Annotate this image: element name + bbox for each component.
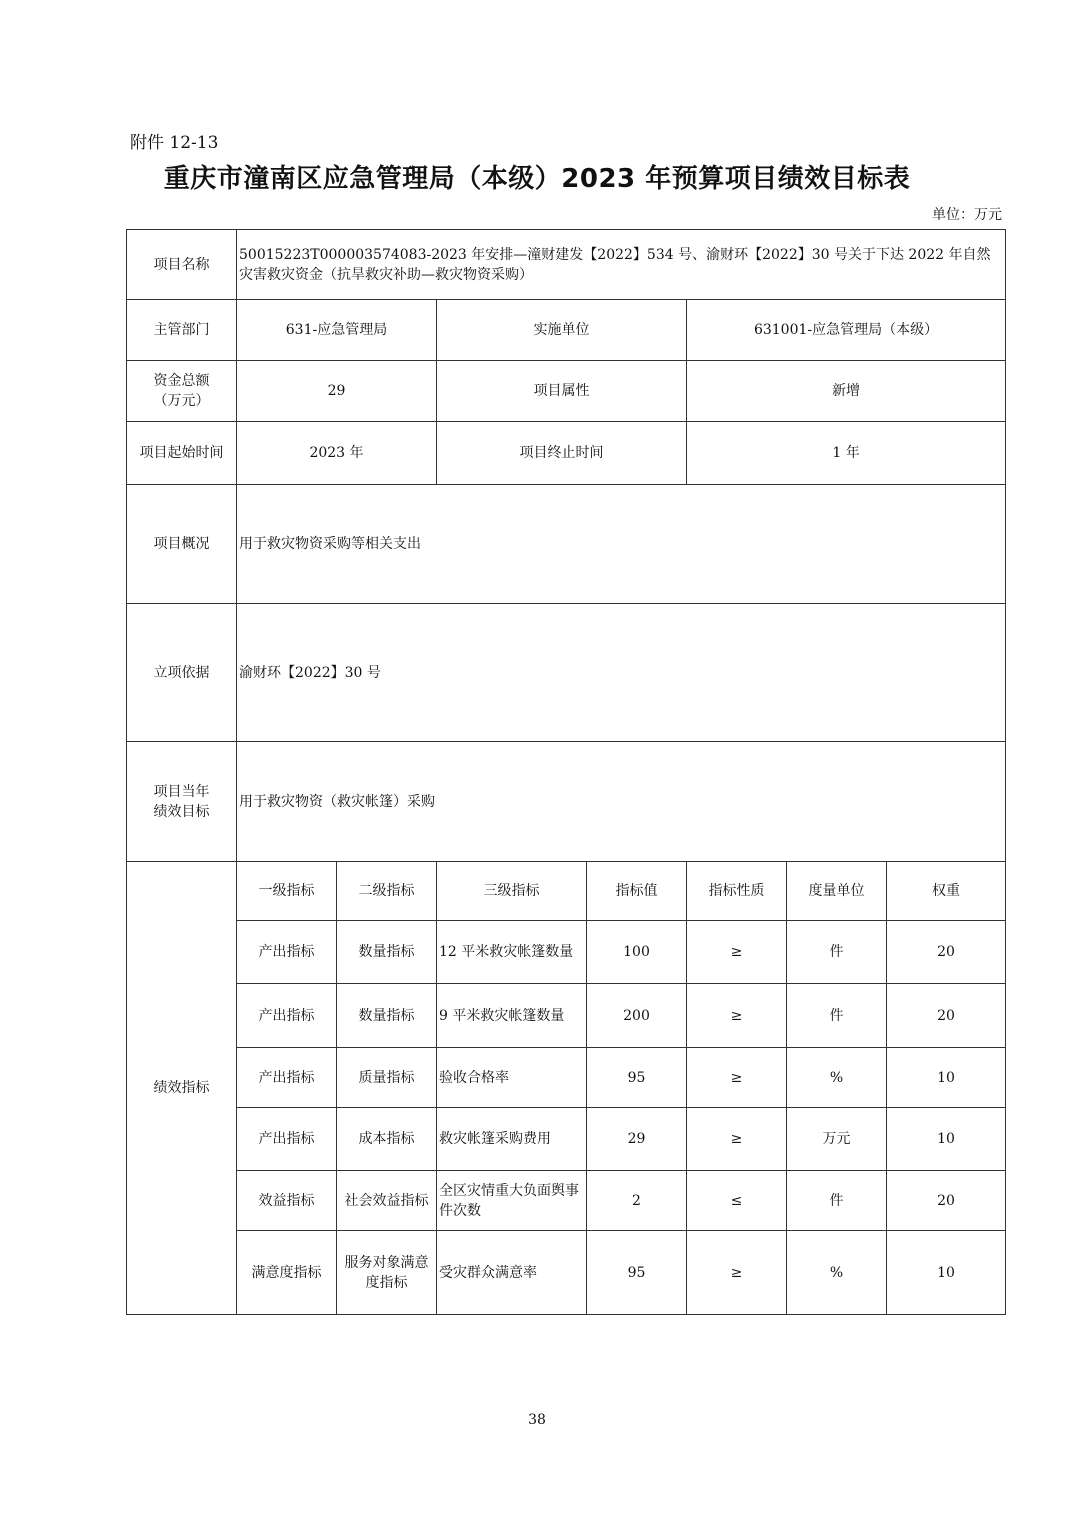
basis-row — [127, 604, 1006, 742]
indicator-l3: 受灾群众满意率 — [437, 1231, 587, 1315]
indicator-weight: 20 — [887, 1171, 1006, 1231]
indicator-weight: 10 — [887, 1048, 1006, 1108]
dept-label: 主管部门 — [127, 300, 237, 361]
performance-table — [126, 229, 1006, 1315]
indicator-row — [127, 1048, 1006, 1108]
indicator-row — [127, 1231, 1006, 1315]
indicator-weight: 20 — [887, 984, 1006, 1048]
end-label: 项目终止时间 — [437, 422, 687, 485]
indicator-weight: 10 — [887, 1231, 1006, 1315]
indicator-l1: 产出指标 — [237, 921, 337, 984]
indicator-nature: ≥ — [687, 1048, 787, 1108]
indicator-nature: ≥ — [687, 921, 787, 984]
header-weight: 权重 — [887, 862, 1006, 921]
indicator-l1: 产出指标 — [237, 984, 337, 1048]
overview-label: 项目概况 — [127, 485, 237, 604]
goal-label: 项目当年绩效目标 — [127, 742, 237, 862]
basis-label: 立项依据 — [127, 604, 237, 742]
indicator-value: 95 — [587, 1231, 687, 1315]
header-value: 指标值 — [587, 862, 687, 921]
page-number: 38 — [528, 1412, 546, 1428]
dept-row — [127, 300, 1006, 361]
indicator-l3: 救灾帐篷采购费用 — [437, 1108, 587, 1171]
indicator-value: 2 — [587, 1171, 687, 1231]
project-name-value: 50015223T000003574083-2023 年安排—潼财建发【2022】534 号、渝财环【2022】30 号关于下达 2022 年自然灾害救灾资金（抗旱救灾补助—救灾物资采购） — [237, 230, 1006, 300]
indicator-row — [127, 1108, 1006, 1171]
indicator-value: 100 — [587, 921, 687, 984]
header-l3: 三级指标 — [437, 862, 587, 921]
indicator-l1: 产出指标 — [237, 1048, 337, 1108]
project-name-row — [127, 230, 1006, 300]
indicator-row — [127, 984, 1006, 1048]
attr-value: 新增 — [687, 361, 1006, 422]
fund-label: 资金总额（万元） — [127, 361, 237, 422]
indicators-section-label: 绩效指标 — [127, 862, 237, 1315]
goal-row — [127, 742, 1006, 862]
project-name-label: 项目名称 — [127, 230, 237, 300]
header-unit: 度量单位 — [787, 862, 887, 921]
indicator-l2: 服务对象满意度指标 — [337, 1231, 437, 1315]
basis-value: 渝财环【2022】30 号 — [237, 604, 1006, 742]
indicator-weight: 10 — [887, 1108, 1006, 1171]
indicator-unit: 件 — [787, 984, 887, 1048]
indicator-l3: 12 平米救灾帐篷数量 — [437, 921, 587, 984]
indicator-l2: 质量指标 — [337, 1048, 437, 1108]
indicator-nature: ≥ — [687, 984, 787, 1048]
indicator-nature: ≤ — [687, 1171, 787, 1231]
indicator-nature: ≥ — [687, 1108, 787, 1171]
indicator-l1: 满意度指标 — [237, 1231, 337, 1315]
impl-value: 631001-应急管理局（本级） — [687, 300, 1006, 361]
indicator-unit: % — [787, 1048, 887, 1108]
indicator-value: 95 — [587, 1048, 687, 1108]
header-l2: 二级指标 — [337, 862, 437, 921]
indicator-value: 200 — [587, 984, 687, 1048]
indicator-l1: 产出指标 — [237, 1108, 337, 1171]
indicator-l3: 全区灾情重大负面舆事件次数 — [437, 1171, 587, 1231]
indicator-unit: 件 — [787, 921, 887, 984]
indicator-l2: 社会效益指标 — [337, 1171, 437, 1231]
indicator-l2: 数量指标 — [337, 921, 437, 984]
indicator-nature: ≥ — [687, 1231, 787, 1315]
indicator-l2: 成本指标 — [337, 1108, 437, 1171]
fund-value: 29 — [237, 361, 437, 422]
dept-value: 631-应急管理局 — [237, 300, 437, 361]
header-nature: 指标性质 — [687, 862, 787, 921]
indicator-header-row — [127, 862, 1006, 921]
indicator-row — [127, 921, 1006, 984]
fund-row — [127, 361, 1006, 422]
overview-value: 用于救灾物资采购等相关支出 — [237, 485, 1006, 604]
indicator-value: 29 — [587, 1108, 687, 1171]
attachment-label: 附件 12-13 — [130, 133, 219, 153]
end-value: 1 年 — [687, 422, 1006, 485]
indicator-l3: 验收合格率 — [437, 1048, 587, 1108]
indicator-l1: 效益指标 — [237, 1171, 337, 1231]
overview-row — [127, 485, 1006, 604]
start-label: 项目起始时间 — [127, 422, 237, 485]
header-l1: 一级指标 — [237, 862, 337, 921]
unit-label: 单位：万元 — [932, 207, 1002, 223]
impl-label: 实施单位 — [437, 300, 687, 361]
time-row — [127, 422, 1006, 485]
indicator-unit: 万元 — [787, 1108, 887, 1171]
start-value: 2023 年 — [237, 422, 437, 485]
indicator-unit: % — [787, 1231, 887, 1315]
indicator-weight: 20 — [887, 921, 1006, 984]
indicator-l3: 9 平米救灾帐篷数量 — [437, 984, 587, 1048]
indicator-l2: 数量指标 — [337, 984, 437, 1048]
attr-label: 项目属性 — [437, 361, 687, 422]
indicator-unit: 件 — [787, 1171, 887, 1231]
indicator-row — [127, 1171, 1006, 1231]
goal-value: 用于救灾物资（救灾帐篷）采购 — [237, 742, 1006, 862]
page-title: 重庆市潼南区应急管理局（本级）2023 年预算项目绩效目标表 — [163, 164, 911, 194]
